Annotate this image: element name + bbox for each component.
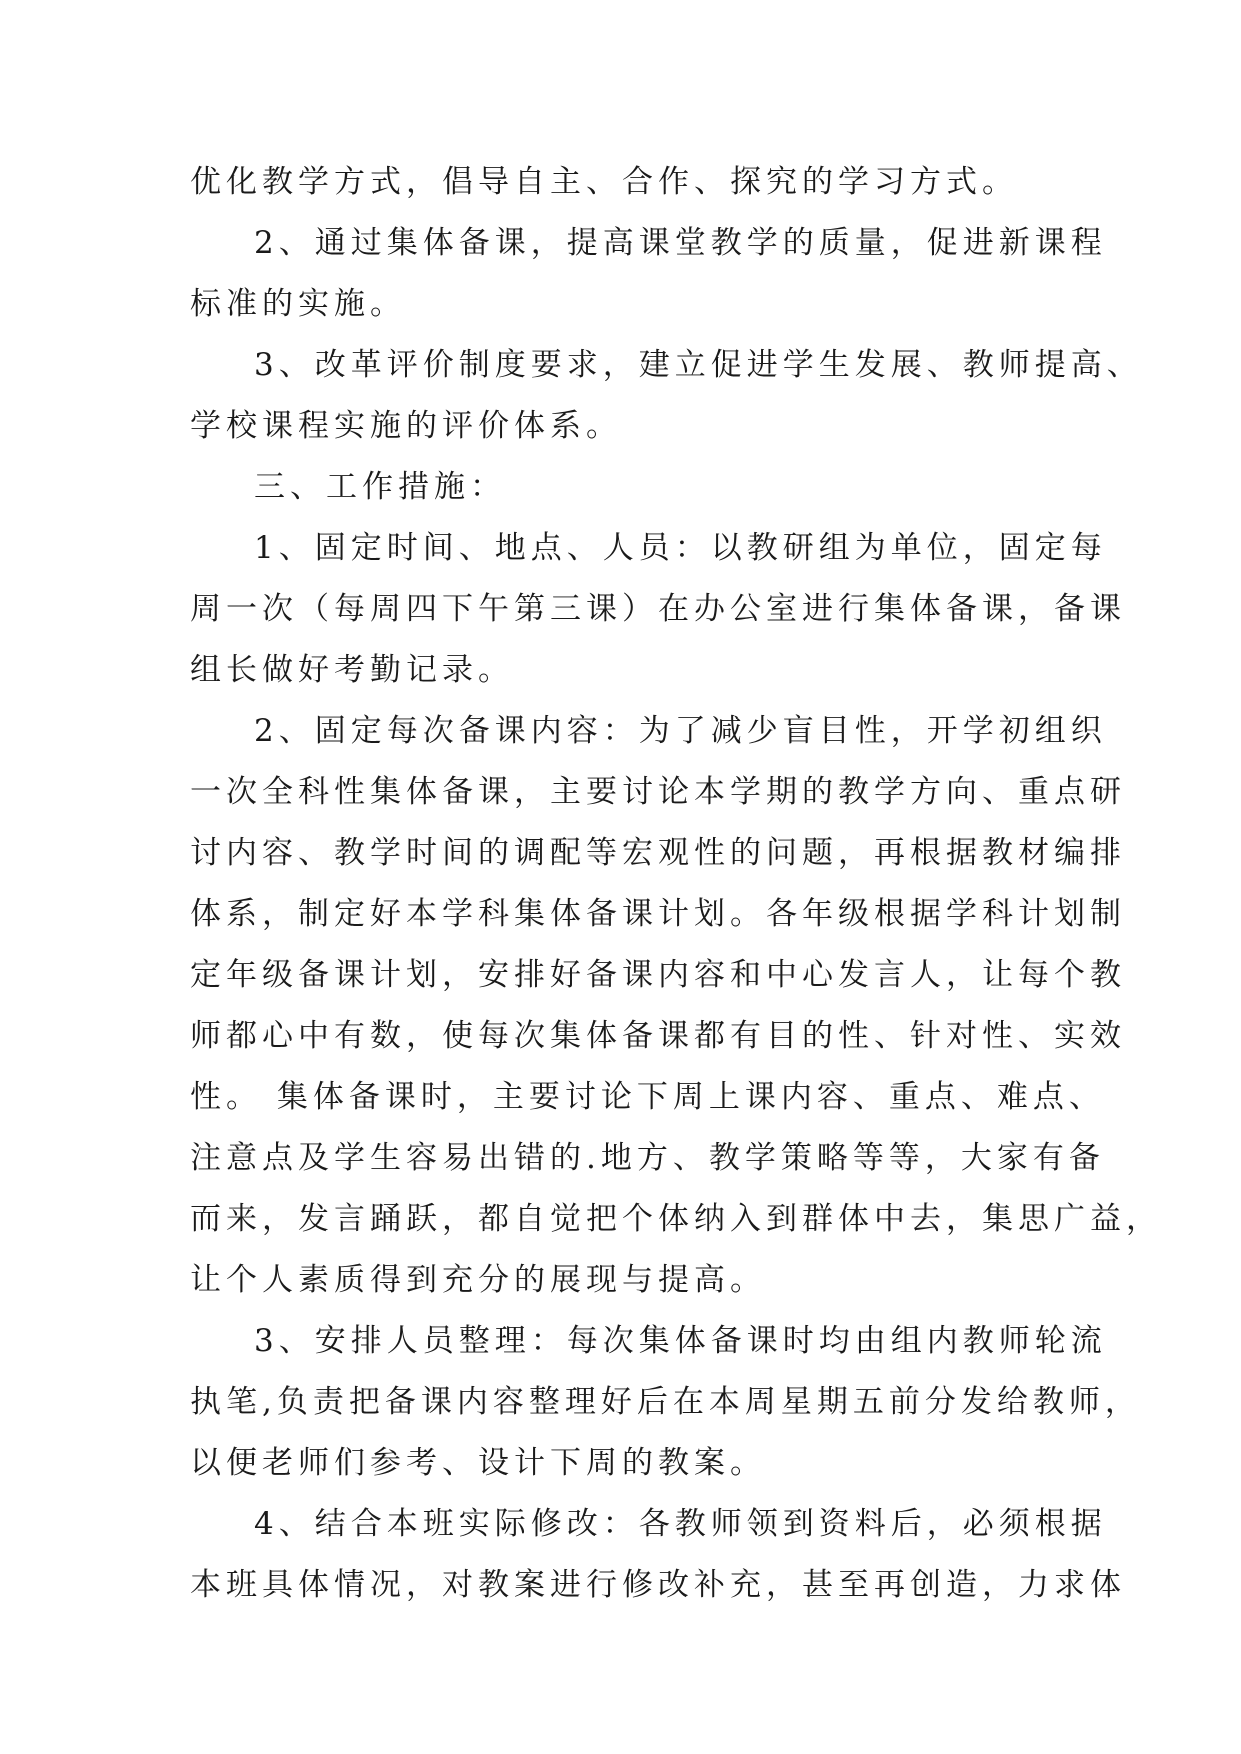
- text-line: 让个人素质得到充分的展现与提高。: [190, 1262, 766, 1298]
- text-line: 本班具体情况，对教案进行修改补充，甚至再创造，力求体: [190, 1567, 1126, 1603]
- text-line: 3、改革评价制度要求，建立促进学生发展、教师提高、: [254, 347, 1143, 383]
- text-line: 执笔,负责把备课内容整理好后在本周星期五前分发给教师，: [190, 1384, 1141, 1420]
- text-line: 组长做好考勤记录。: [190, 652, 514, 688]
- text-line: 学校课程实施的评价体系。: [190, 408, 622, 444]
- text-line: 以便老师们参考、设计下周的教案。: [190, 1445, 766, 1481]
- text-line: 4、结合本班实际修改：各教师领到资料后，必须根据: [254, 1506, 1107, 1542]
- text-line: 2、固定每次备课内容：为了减少盲目性，开学初组织: [254, 713, 1107, 749]
- text-line: 体系，制定好本学科集体备课计划。各年级根据学科计划制: [190, 896, 1126, 932]
- text-line: 一次全科性集体备课，主要讨论本学期的教学方向、重点研: [190, 774, 1126, 810]
- text-line: 师都心中有数，使每次集体备课都有目的性、针对性、实效: [190, 1018, 1126, 1054]
- text-line: 标准的实施。: [190, 286, 406, 322]
- text-line: 而来，发言踊跃，都自觉把个体纳入到群体中去，集思广益，: [190, 1201, 1162, 1237]
- text-line: 讨内容、教学时间的调配等宏观性的问题，再根据教材编排: [190, 835, 1126, 871]
- text-line: 周一次（每周四下午第三课）在办公室进行集体备课，备课: [190, 591, 1126, 627]
- text-line: 1、固定时间、地点、人员：以教研组为单位，固定每: [254, 530, 1107, 566]
- text-line: 2、通过集体备课，提高课堂教学的质量，促进新课程: [254, 225, 1107, 261]
- text-line: 3、安排人员整理：每次集体备课时均由组内教师轮流: [254, 1323, 1107, 1359]
- text-line: 定年级备课计划，安排好备课内容和中心发言人，让每个教: [190, 957, 1126, 993]
- section-heading: 三、工作措施：: [254, 469, 506, 505]
- text-line: 优化教学方式，倡导自主、合作、探究的学习方式。: [190, 164, 1018, 200]
- document-body: [190, 152, 1162, 1616]
- text-line: 性。 集体备课时，主要讨论下周上课内容、重点、难点、: [190, 1079, 1105, 1115]
- text-line: 注意点及学生容易出错的.地方、教学策略等等，大家有备: [190, 1140, 1105, 1176]
